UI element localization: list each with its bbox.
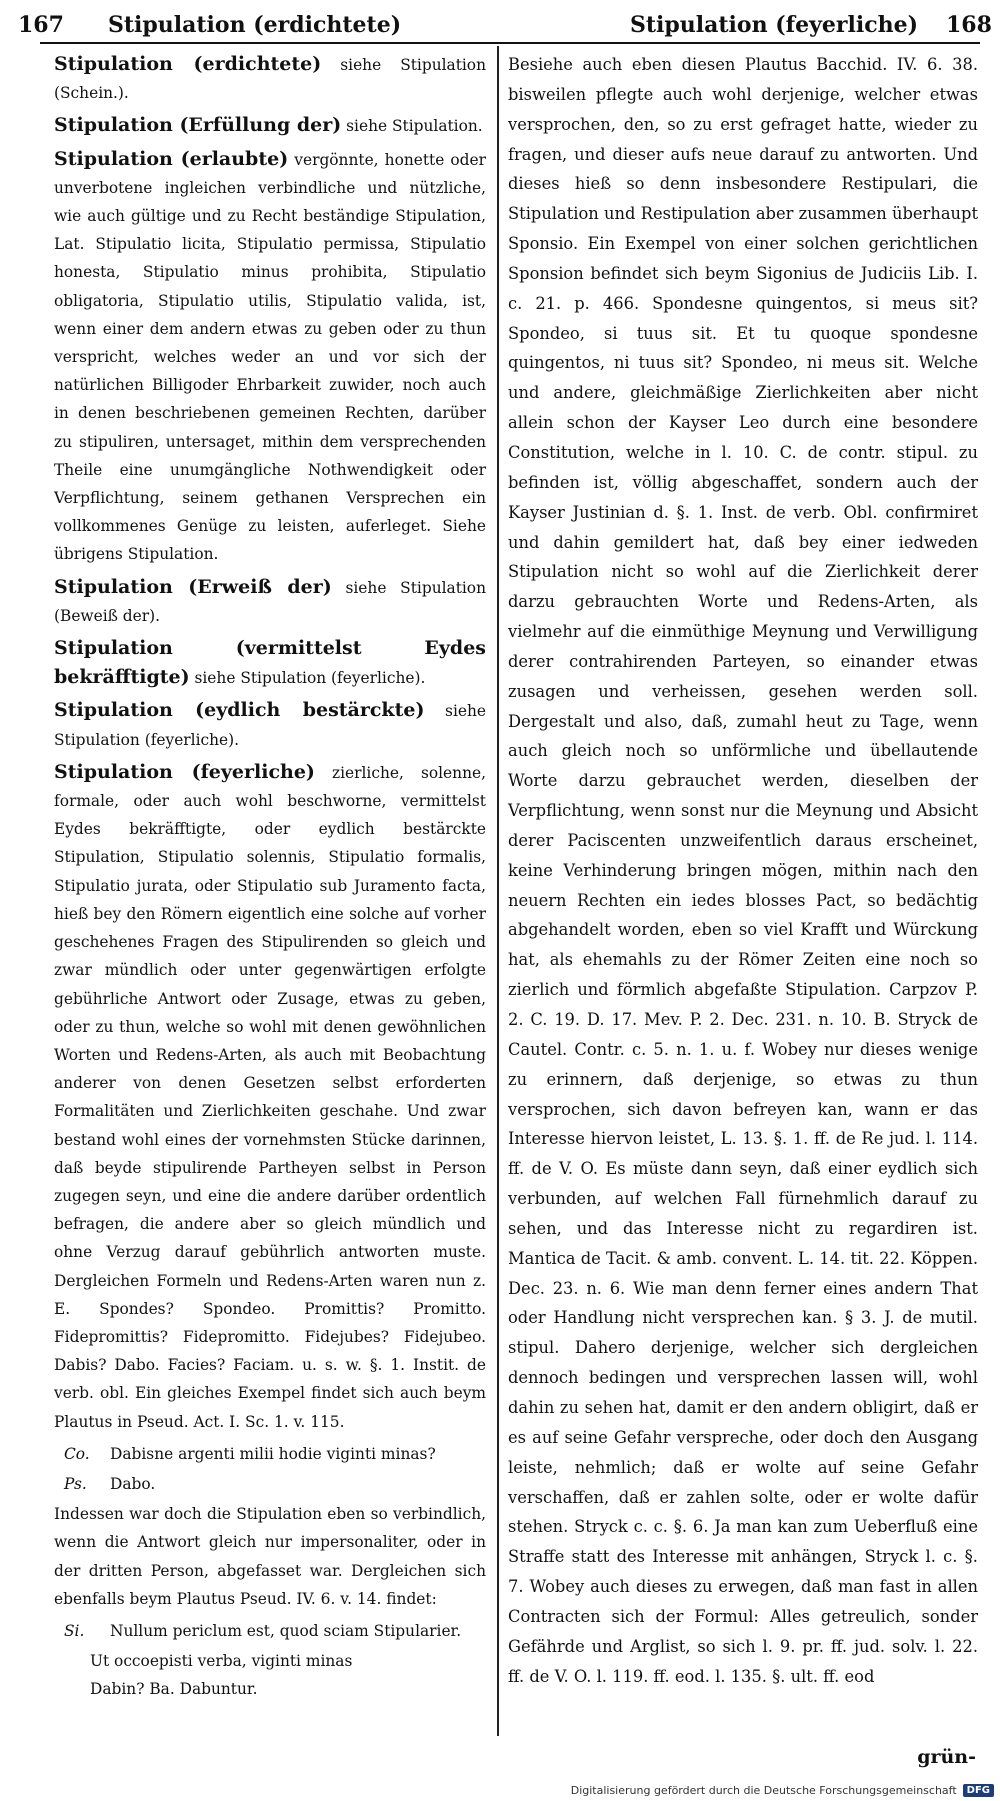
entry-text: zierliche, solenne, formale, oder auch wohl beschworne, vermittelst Eydes bekräfftigte, oder eydlich bestärckte Stipulation, Stipulatio solennis, Stipulatio formalis, Stipulatio jurata, oder Stipulatio sub Juramento facta, hieß bey den Römern eigentlich eine solche auf vorher geschehenes Fragen des Stipulirenden so gleich und zwar mündlich oder unter gegenwärtigen erfolgte gebührliche Antwort oder Zusage, etwas zu geben, oder zu thun, welche so wohl mit denen gewöhnlichen Worten und Redens-Arten, als auch mit Beobachtung anderer von denen Gesetzen selbst erforderten Formalitäten und Zierlichkeiten geschahe. Und zwar bestand wohl eines der vornehmsten Stücke darinnen, daß beyde stipulirende Partheyen selbst in Person zugegen seyn, und eine die andere darüber ordentlich befragen, die andere aber so gleich mündlich und ohne Verzug darauf gebührlich antworten muste. Dergleichen Formeln und Redens-Arten waren nun z. E. Spondes? Spondeo. Promittis? Promitto. Fidepromittis? Fidepromitto. Fidejubes? Fidejubeo. Dabis? Dabo. Facies? Faciam. u. s. w. §. 1. Instit. de verb. obl. Ein gleiches Exempel findet sich auch beym Plautus in Pseud. Act. I. Sc. 1. v. 115. [54, 763, 486, 1431]
entry-head: Stipulation (vermittelst Eydes bekräfftigte) [54, 637, 486, 689]
dialog-line [64, 1470, 486, 1498]
dialog-text: Dabisne argenti milii hodie viginti minas? [110, 1444, 436, 1463]
entry-head: Stipulation (erdichtete) [54, 53, 322, 75]
footer-text: Digitalisierung gefördert durch die Deutsche Forschungsgemeinschaft [570, 1784, 957, 1797]
entry [54, 50, 486, 107]
verse-line: Ut occoepisti verba, viginti minas [90, 1652, 353, 1671]
entry [54, 634, 486, 692]
running-title-right: Stipulation (feyerliche) [630, 12, 918, 38]
entry [54, 696, 486, 753]
entry-text: vergönnte, honette oder unverbotene ingleichen verbindliche und nützliche, wie auch gültige und zu Recht beständige Stipulation, Lat. Stipulatio licita, Stipulatio permissa, Stipulatio honesta, Stipulatio minus prohibita, Stipulatio obligatoria, Stipulatio utilis, Stipulatio valida, ist, wenn einer dem andern etwas zu geben oder zu thun verspricht, welches weder an und vor sich der natürlichen Billigoder Ehrbarkeit zuwider, noch auch in denen beschriebenen gemeinen Rechten, darüber zu stipuliren, untersaget, mithin dem versprechenden Theile eine unumgängliche Nothwendigkeit oder Verpflichtung, seinem gethanen Versprechen ein vollkommenes Genüge zu leisten, auferleget. Siehe übrigens Stipulation. [54, 150, 486, 564]
column-divider [497, 46, 499, 1736]
paragraph: Besiehe auch eben diesen Plautus Bacchid. IV. 6. 38. bisweilen pflegte auch wohl derjenige, welcher etwas versprochen, den, so zu erst gefraget hatte, wieder zu fragen, und dieser aufs neue darauf zu antworten. Und dieses hieß so denn insbesondere Restipulari, die Stipulation und Restipulation aber zusammen überhaupt Sponsio. Ein Exempel von einer solchen gerichtlichen Sponsion befindet sich beym Sigonius de Judiciis Lib. I. c. 21. p. 466. Spondesne quingentos, si meus sit? Spondeo, si tuus sit. Et tu quoque spondesne quingentos, ni tuus sit? Spondeo, ni meus sit. Welche und andere, gleichmäßige Zierlichkeiten aber nicht allein schon der Kayser Leo durch eine besondere Constitution, welche in l. 10. C. de contr. stipul. zu befinden ist, völlig abgeschaffet, sondern auch der Kayser Justinian d. §. 1. Inst. de verb. Obl. confirmiret und dahin gemildert hat, daß bey einer iedweden Stipulation nicht so wohl auf die Zierlichkeit derer darzu gebrauchten Worte und Redens-Arten, als vielmehr auf die einmüthige Meynung und Verwilligung derer contrahirenden Parteyen, so einander etwas zusagen und verheissen, gesehen werden soll. Dergestalt und also, daß, zumahl heut zu Tage, wenn auch gleich noch so unförmliche und übellautende Worte darzu gebrauchet werden, dieselben der Verpflichtung, wenn sonst nur die Meynung und Absicht derer Paciscenten unzweifentlich daraus erscheinet, keine Verhinderung bringen mögen, mithin nach den neuern Rechten ein iedes blosses Pact, so bedächtig abgehandelt worden, eben so viel Krafft und Würckung hat, als ehemahls zu der Römer Zeiten eine noch so zierlich und förmlich abgefaßte Stipulation. Carpzov P. 2. C. 19. D. 17. Mev. P. 2. Dec. 231. n. 10. B. Stryck de Cautel. Contr. c. 5. n. 1. u. f. Wobey nur dieses wenige zu erinnern, daß derjenige, so etwas zu thun versprochen, sich davon befreyen kan, wann er das Interesse hiervon leistet, L. 13. §. 1. ff. de Re jud. l. 114. ff. de V. O. Es müste dann seyn, daß einer eydlich sich verbunden, auf welchen Fall fürnehmlich darauf zu sehen, und das Interesse nicht zu regardiren ist. Mantica de Tacit. & amb. convent. L. 14. tit. 22. Köppen. Dec. 23. n. 6. Wie man denn ferner eines andern That oder Handlung nicht versprechen kan. § 3. J. de mutil. stipul. Dahero derjenige, welcher sich dergleichen dennoch bedingen und versprechen lassen will, wohl dahin zu sehen hat, damit er den andern obligirt, daß er es auf seine Gefahr verspreche, oder doch den Ausgang leiste, nehmlich; daß er wolte auf seine Gefahr verschaffen, daß er zahlen solte, oder er wolte dafür stehen. Stryck c. c. §. 6. Ja man kan zum Ueberfluß eine Straffe statt des Interesse mit anhängen, Stryck l. c. §. 7. Wobey auch dieses zu erwegen, daß man fast in allen Contracten sich der Formul: Alles getreulich, sonder Gefährde und Arglist, so sich l. 9. pr. ff. jud. solv. l. 22. ff. de V. O. l. 119. ff. eod. l. 135. §. ult. ff. eod [508, 55, 978, 1686]
entry-text: siehe Stipulation (Schein.). [54, 56, 486, 103]
speaker: Si. [64, 1621, 85, 1640]
entry-head: Stipulation (eydlich bestärckte) [54, 699, 425, 722]
entry [54, 573, 486, 630]
catchword: grün- [917, 1746, 976, 1768]
entry-text: siehe Stipulation (Beweiß der). [54, 578, 486, 625]
running-title-left: Stipulation (erdichtete) [108, 12, 402, 38]
footer [571, 1784, 994, 1797]
left-column [54, 50, 486, 1704]
paragraph: Indessen war doch die Stipulation eben so verbindlich, wenn die Antwort gleich nur impersonaliter, oder in der dritten Person, abgefasset war. Dergleichen sich ebenfalls beym Plautus Pseud. IV. 6. v. 14. findet: [54, 1505, 486, 1608]
page-number-right: 168 [946, 12, 992, 38]
entry-head: Stipulation (Erweiß der) [54, 575, 332, 598]
dialog-text: Nullum periclum est, quod sciam Stipularier. [110, 1621, 462, 1640]
entry-head: Stipulation (feyerliche) [54, 760, 315, 783]
entry-head: Stipulation (erlaubte) [54, 147, 289, 170]
entry [54, 111, 486, 140]
right-column [508, 50, 978, 1695]
speaker: Co. [64, 1444, 90, 1463]
entry [54, 758, 486, 1436]
verse-line: Dabin? Ba. Dabuntur. [90, 1680, 258, 1699]
entry-text: siehe Stipulation. [341, 117, 483, 136]
running-header [18, 8, 992, 42]
entry [54, 145, 486, 569]
entry-text: siehe Stipulation (feyerliche). [54, 702, 487, 749]
speaker: Ps. [64, 1474, 87, 1493]
header-rule [40, 42, 980, 44]
dfg-logo-icon: DFG [963, 1784, 994, 1797]
dialog-text: Dabo. [110, 1474, 156, 1493]
dialog-line [64, 1440, 486, 1468]
dialog-line [64, 1617, 486, 1645]
entry-text: siehe Stipulation (feyerliche). [189, 669, 426, 688]
entry-head: Stipulation (Erfüllung der) [54, 114, 342, 137]
page-number-left: 167 [18, 12, 64, 38]
